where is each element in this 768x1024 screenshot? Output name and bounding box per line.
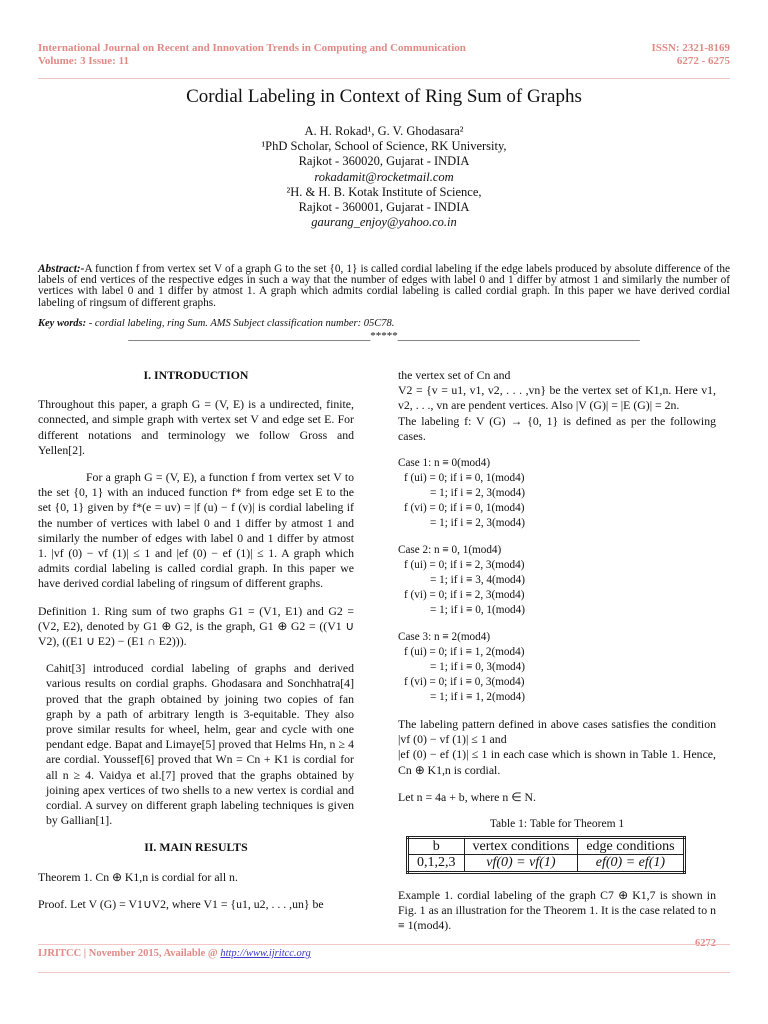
abstract [38, 264, 730, 309]
case-2 [398, 543, 716, 618]
definition-1: Definition 1. Ring sum of two graphs G1 = (V1, E1) and G2 = (V2, E2), denoted by G1 ⊕ G2, is the graph, G1 ⊕ G2 = ((V1 ∪ V2), ((E1 ∪ E2) − (E1 ∩ E2))). [38, 603, 354, 649]
condition-line-2: |ef (0) − ef (1)| ≤ 1 in each case which is shown in Table 1. Hence, Cn ⊕ K1,n is cordial. [398, 747, 716, 777]
footer-text: IJRITCC | November 2015, Available @ [38, 948, 221, 959]
case-1-line: = 1; if i ≡ 2, 3(mod4) [430, 487, 525, 500]
case-2-heading: Case 2: n ≡ 0, 1(mod4) [398, 544, 502, 557]
keywords [38, 318, 730, 329]
vertex-set-line: the vertex set of Cn and [398, 368, 511, 382]
case-3-line: = 1; if i ≡ 0, 3(mod4) [430, 661, 525, 674]
page-number: 6272 [695, 938, 716, 949]
table-cell: ef(0) = ef(1) [578, 855, 684, 872]
case-2-line: f (vi) = 0; if i ≡ 2, 3(mod4) [404, 589, 525, 602]
running-header [38, 42, 730, 72]
table-cell: vf(0) = vf(1) [464, 855, 578, 872]
intro-paragraph-2: For a graph G = (V, E), a function f from vertex set V to the set {0, 1} with an induced function f* from edge set E to the set {0, 1} given by f*(e = uv) = |f (u) − f (v)| is cordial labeling if the number of vertices with label 0 and 1 differ by atmost 1 and similarly the number of edges with label 0 and 1 differ by atmost 1. |vf (0) − vf (1)| ≤ 1 and |ef (0) − ef (1)| ≤ 1. A graph which admits cordial labeling is called cordial graph. In this paper we have derived cordial labeling of ringsum of different graphs. [38, 470, 354, 591]
table-header-cell: b [408, 838, 465, 855]
paper-title: Cordial Labeling in Context of Ring Sum of Graphs [186, 86, 582, 107]
n-definition: Let n = 4a + b, where n ∈ N. [398, 789, 536, 804]
case-3 [398, 630, 716, 705]
case-1-line: = 1; if i ≡ 2, 3(mod4) [430, 517, 525, 530]
email-2[interactable]: gaurang_enjoy@yahoo.co.in [311, 215, 457, 230]
table-header-cell: vertex conditions [464, 838, 578, 855]
author-block [0, 124, 768, 230]
affiliation-1-city: Rajkot - 360020, Gujarat - INDIA [298, 154, 470, 169]
case-3-heading: Case 3: n ≡ 2(mod4) [398, 631, 491, 644]
case-2-line: = 1; if i ≡ 0, 1(mod4) [430, 604, 525, 617]
abstract-label: Abstract:- [38, 263, 85, 275]
case-3-line: = 1; if i ≡ 1, 2(mod4) [430, 691, 525, 704]
section-heading-main-results: II. MAIN RESULTS [144, 840, 248, 855]
affiliation-2: ²H. & H. B. Kotak Institute of Science, [286, 184, 482, 199]
footer [38, 948, 730, 959]
affiliation-1: ¹PhD Scholar, School of Science, RK University, [261, 139, 507, 154]
vertex-set-definition: V2 = {v = u1, v1, v2, . . . ,vn} be the vertex set of K1,n. Here v1, v2, . . ., vn are pendent vertices. Also |V (G)| = |E (G)| = 2n. [398, 383, 716, 413]
case-2-line: f (ui) = 0; if i ≡ 2, 3(mod4) [404, 559, 525, 572]
abstract-text: A function f from vertex set V of a graph G to the set {0, 1} is called cordial labeling if the edge labels produced by absolute difference of the labels of end vertices of the respective edges in such a way that the number of edges with label 0 and 1 differ by atmost 1 and similarly the number of vertices with label 0 and 1 differ by atmost 1. A graph which admits cordial labeling is called cordial graph. In this paper we have derived cordial labeling of ringsum of different graphs. [38, 263, 730, 309]
table-row [408, 855, 685, 872]
table-cell: 0,1,2,3 [408, 855, 465, 872]
intro-paragraph-1: Throughout this paper, a graph G = (V, E) is a undirected, finite, connected, and simple graph with vertex set V and edge set E. For different notations and terminology we follow Gross and Yellen[2]. [38, 397, 354, 457]
keywords-text: - cordial labeling, ring Sum. [86, 318, 208, 329]
table-header-cell: edge conditions [578, 838, 684, 855]
footer-link[interactable]: http://www.ijritcc.org [220, 948, 311, 959]
right-column [398, 368, 716, 945]
case-1-line: f (vi) = 0; if i ≡ 0, 1(mod4) [404, 502, 525, 515]
keywords-label: Key words: [38, 318, 87, 329]
header-rule [38, 78, 730, 79]
issn: ISSN: 2321-8169 [651, 42, 730, 54]
author-names: A. H. Rokad¹, G. V. Ghodasara² [304, 124, 464, 138]
table-caption: Table 1: Table for Theorem 1 [489, 818, 625, 831]
theorem-1: Theorem 1. Cn ⊕ K1,n is cordial for all n. [38, 869, 238, 884]
page-range: 6272 - 6275 [676, 55, 730, 67]
journal-volume: Volume: 3 Issue: 11 [38, 55, 129, 67]
affiliation-2-city: Rajkot - 360001, Gujarat - INDIA [298, 200, 470, 215]
ams-classification: AMS Subject classification number: 05C78. [207, 318, 395, 329]
section-heading-introduction: I. INTRODUCTION [143, 368, 249, 382]
case-3-line: f (vi) = 0; if i ≡ 0, 3(mod4) [404, 676, 525, 689]
left-column [38, 368, 354, 924]
case-1-line: f (ui) = 0; if i ≡ 0, 1(mod4) [404, 472, 525, 485]
case-1 [398, 456, 716, 531]
table-header-row [408, 838, 685, 855]
case-1-heading: Case 1: n ≡ 0(mod4) [398, 457, 491, 470]
labeling-definition: The labeling f: V (G) → {0, 1} is defined as per the following cases. [398, 413, 716, 443]
example-1: Example 1. cordial labeling of the graph C7 ⊕ K1,7 is shown in Fig. 1 as an illustration for the Theorem 1. It is the case related to n ≡ 1(mod4). [398, 887, 716, 933]
case-3-line: f (ui) = 0; if i ≡ 1, 2(mod4) [404, 646, 525, 659]
case-2-line: = 1; if i ≡ 3, 4(mod4) [430, 574, 525, 587]
literature-review: Cahit[3] introduced cordial labeling of graphs and derived various results on cordial graphs. Ghodasara and Sonchhatra[4] proved that the graph obtained by joining two copies of fan graph by a path of arbitrary length is 3-equitable. They also prove similar results for wheel, helm, gear and cycle with one pendant edge. Bapat and Limaye[5] proved that Helms Hn, n ≥ 4 are cordial. Youssef[6] proved that Wn = Cn + K1 is cordial for all n ≥ 4. Vaidya et al.[7] proved that the graphs obtained by joining apex vertices of two shells to a new vertex is cordial and cordial. A survey on different graph labeling techniques is given by Gallian[1]. [46, 661, 354, 828]
email-1[interactable]: rokadamit@rocketmail.com [314, 169, 454, 184]
proof-start: Proof. Let V (G) = V1∪V2, where V1 = {u1, u2, . . . ,un} be [38, 896, 324, 911]
journal-name: International Journal on Recent and Innovation Trends in Computing and Communication [38, 42, 466, 54]
footer-rule-bottom [38, 972, 730, 973]
condition-line-1: The labeling pattern defined in above cases satisfies the condition |vf (0) − vf (1)| ≤ 1 and [398, 717, 716, 747]
table-theorem-1 [406, 836, 686, 873]
footer-rule-top [38, 944, 730, 945]
section-divider: ____________________________________________*****____________________________________________ [128, 330, 640, 342]
